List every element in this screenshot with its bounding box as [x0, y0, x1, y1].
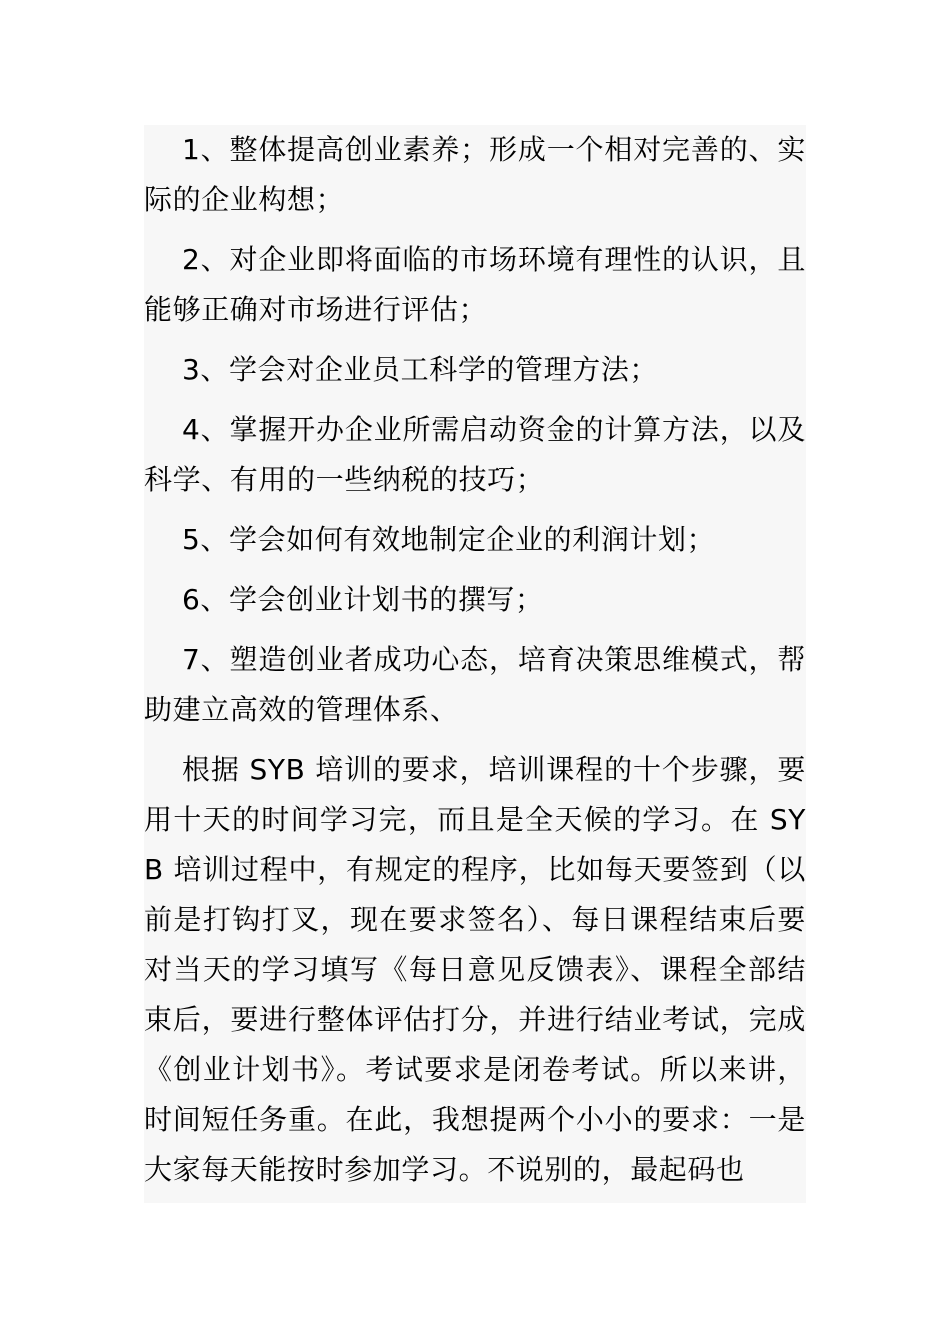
paragraph-goal-3: 3、学会对企业员工科学的管理方法； [182, 353, 659, 386]
paragraph-goal-2: 2、对企业即将面临的市场环境有理性的认识，且能够正确对市场进行评估； [144, 243, 806, 326]
paragraph-goal-4: 4、掌握开办企业所需启动资金的计算方法，以及科学、有用的一些纳税的技巧； [144, 413, 806, 496]
paragraph-goal-7: 7、塑造创业者成功心态，培育决策思维模式，帮助建立高效的管理体系、 [144, 643, 806, 726]
document-body [144, 125, 806, 1203]
paragraph-goal-5: 5、学会如何有效地制定企业的利润计划； [182, 523, 716, 556]
paragraph-goal-6: 6、学会创业计划书的撰写； [182, 583, 544, 616]
paragraph-goal-1: 1、整体提高创业素养；形成一个相对完善的、实际的企业构想； [144, 133, 806, 216]
paragraph-training-requirements: 根据 SYB 培训的要求，培训课程的十个步骤，要用十天的时间学习完，而且是全天候的学习。在 SYB 培训过程中，有规定的程序，比如每天要签到（以前是打钩打叉，现在要求签名）、每日课程结束后要对当天的学习填写《每日意见反馈表》、课程全部结束后，要进行整体评估打分，并进行结业考试，完成《创业计划书》。考试要求是闭卷考试。所以来讲，时间短任务重。在此，我想提两个小小的要求：一是大家每天能按时参加学习。不说别的，最起码也 [144, 753, 806, 1186]
